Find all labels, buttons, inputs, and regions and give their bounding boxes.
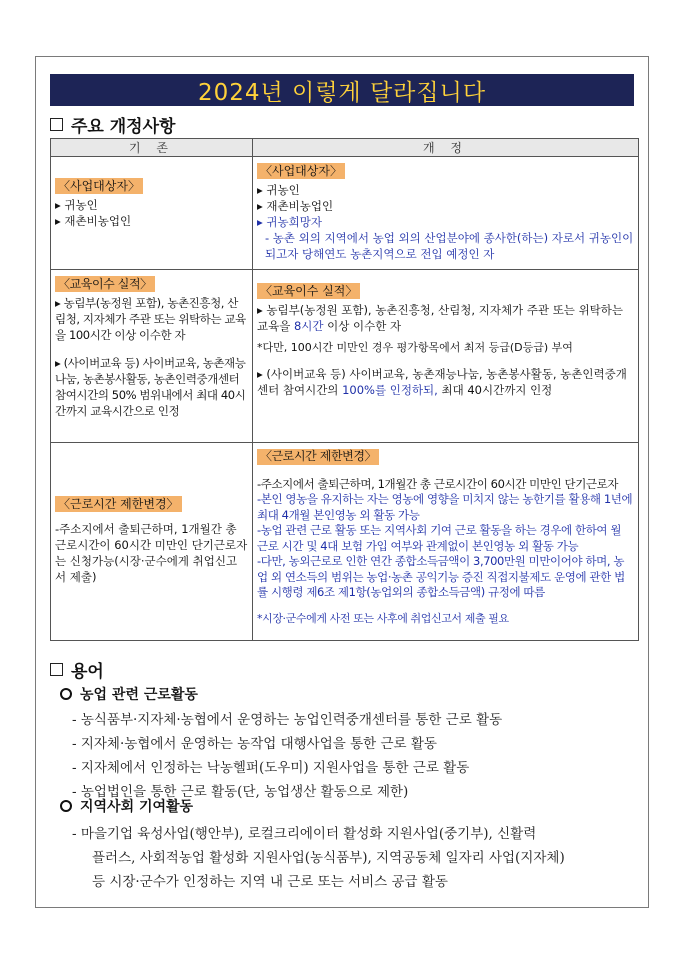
term-farm-work-title: 농업 관련 근로활동 — [80, 687, 198, 703]
list-item: - 농식품부·지자체·농협에서 운영하는 농업인력중개센터를 통한 근로 활동 — [72, 712, 503, 728]
cell-before — [51, 443, 253, 641]
row3-after-p2: -본인 영농을 유지하는 자는 영농에 영향을 미치지 않는 농한기를 활용해 1년에 최대 4개월 본인영농 외 활동 가능 — [257, 492, 633, 522]
row2-after-heading: 〈교육이수 실적〉 — [257, 283, 360, 299]
comparison-table — [50, 138, 639, 641]
row3-after-p1: -주소지에서 출퇴근하며, 1개월간 총 근로시간이 60시간 미만인 단기근로자 — [257, 476, 619, 491]
row2-before-heading: 〈교육이수 실적〉 — [55, 276, 155, 292]
row1-before-line: ▸ 귀농인 — [55, 198, 98, 212]
table-row — [51, 443, 639, 641]
community-line: 등 시장·군수가 인정하는 지역 내 근로 또는 서비스 공급 활동 — [92, 874, 448, 890]
row1-after-heading: 〈사업대상자〉 — [257, 163, 345, 179]
row1-after-new-line: ▸ 귀농희망자 — [257, 215, 322, 229]
community-line: - 마을기업 육성사업(행안부), 로컬크리에이터 활성화 지원사업(중기부), 신활력 — [72, 826, 537, 842]
term-community — [60, 796, 193, 816]
cell-after — [253, 157, 639, 270]
row1-after-line: ▸ 귀농인 — [257, 183, 300, 197]
checkbox-square-icon — [50, 118, 63, 131]
row2-before-p2: ▸ (사이버교육 등) 사이버교육, 농촌재능나눔, 농촌봉사활동, 농촌인력중개센터 참여시간의 50% 범위내에서 최대 40시간까지 교육시간으로 인정 — [55, 356, 246, 418]
row1-before-line: ▸ 재촌비농업인 — [55, 214, 132, 228]
circle-bullet-icon — [60, 800, 72, 812]
row2-after-p3-tail: 최대 40시간까지 인정 — [437, 383, 553, 397]
header-before: 기 존 — [51, 139, 253, 157]
section-changes — [50, 112, 175, 137]
row3-after-p4: -다만, 농외근로로 인한 연간 종합소득금액이 3,700만원 미만이어야 하며, 농업 외 연소득의 범위는 농업·농촌 공익기능 증진 직접지불제도 운영에 관한 법률 시행령 제6조 제1항(농업외의 종합소득금액) 규정에 따름 — [257, 554, 625, 599]
row2-after-p1-highlight: 8시간 — [293, 319, 324, 333]
row2-after-p1-tail: 이상 이수한 자 — [323, 319, 402, 333]
row2-after-p1-text: ▸ 농림부(농정원 포함), 농촌진흥청, 산림청, 지자체가 주관 또는 위탁하는 교육을 — [257, 303, 624, 333]
row1-after-line: ▸ 재촌비농업인 — [257, 199, 334, 213]
list-item: - 지자체·농협에서 운영하는 농작업 대행사업을 통한 근로 활동 — [72, 736, 437, 752]
title-banner — [50, 74, 634, 106]
row3-after-heading: 〈근로시간 제한변경〉 — [257, 449, 379, 465]
table-row — [51, 157, 639, 270]
cell-before — [51, 157, 253, 270]
community-line: 플러스, 사회적농업 활성화 지원사업(농식품부), 지역공동체 일자리 사업(지자체) — [92, 850, 565, 866]
list-item: - 지자체에서 인정하는 낙농헬퍼(도우미) 지원사업을 통한 근로 활동 — [72, 760, 470, 776]
list-item: - 농업법인을 통한 근로 활동(단, 농업생산 활동으로 제한) — [72, 784, 409, 800]
row2-after-p3 — [257, 366, 634, 398]
banner-title: 2024년 이렇게 달라집니다 — [197, 79, 487, 106]
row3-after-p3: -농업 관련 근로 활동 또는 지역사회 기여 근로 활동을 하는 경우에 한하여 월 근로 시간 및 4대 보험 가입 여부와 관계없이 본인영농 외 활동 가능 — [257, 523, 622, 553]
section-changes-title: 주요 개정사항 — [71, 117, 176, 137]
row1-before-heading: 〈사업대상자〉 — [55, 178, 143, 194]
row2-after-p1 — [257, 302, 634, 334]
section-terms-title: 용어 — [71, 662, 104, 682]
cell-before — [51, 270, 253, 443]
checkbox-square-icon — [50, 663, 63, 676]
section-terms — [50, 657, 104, 682]
table-row — [51, 270, 639, 443]
row2-after-p3-highlight: 100%를 인정하되, — [342, 383, 438, 397]
row1-after-new-note: - 농촌 외의 지역에서 농업 외의 산업분야에 종사한(하는) 자로서 귀농인이 되고자 당해연도 농촌지역으로 전입 예정인 자 — [265, 231, 634, 261]
table-header-row — [51, 139, 639, 157]
cell-after — [253, 270, 639, 443]
term-community-title: 지역사회 기여활동 — [80, 799, 194, 815]
row2-after-p3-text: ▸ (사이버교육 등) 사이버교육, 농촌재능나눔, 농촌봉사활동, 농촌인력중개센터 참여시간의 — [257, 367, 627, 397]
cell-after — [253, 443, 639, 641]
row3-before-heading: 〈근로시간 제한변경〉 — [55, 496, 182, 512]
row2-after-p2: *다만, 100시간 미만인 경우 평가항목에서 최저 등급(D등급) 부여 — [257, 341, 573, 354]
circle-bullet-icon — [60, 688, 72, 700]
term-farm-work — [60, 684, 198, 704]
header-after: 개 정 — [253, 139, 639, 157]
row2-before-p1: ▸ 농림부(농정원 포함), 농촌진흥청, 산림청, 지자체가 주관 또는 위탁하는 교육을 100시간 이상 이수한 자 — [55, 296, 246, 342]
row3-after-p5: *시장·군수에게 사전 또는 사후에 취업신고서 제출 필요 — [257, 611, 509, 625]
row3-before-p1: -주소지에서 출퇴근하며, 1개월간 총 근로시간이 60시간 미만인 단기근로자는 신청가능(시장·군수에게 취업신고서 제출) — [55, 522, 248, 584]
